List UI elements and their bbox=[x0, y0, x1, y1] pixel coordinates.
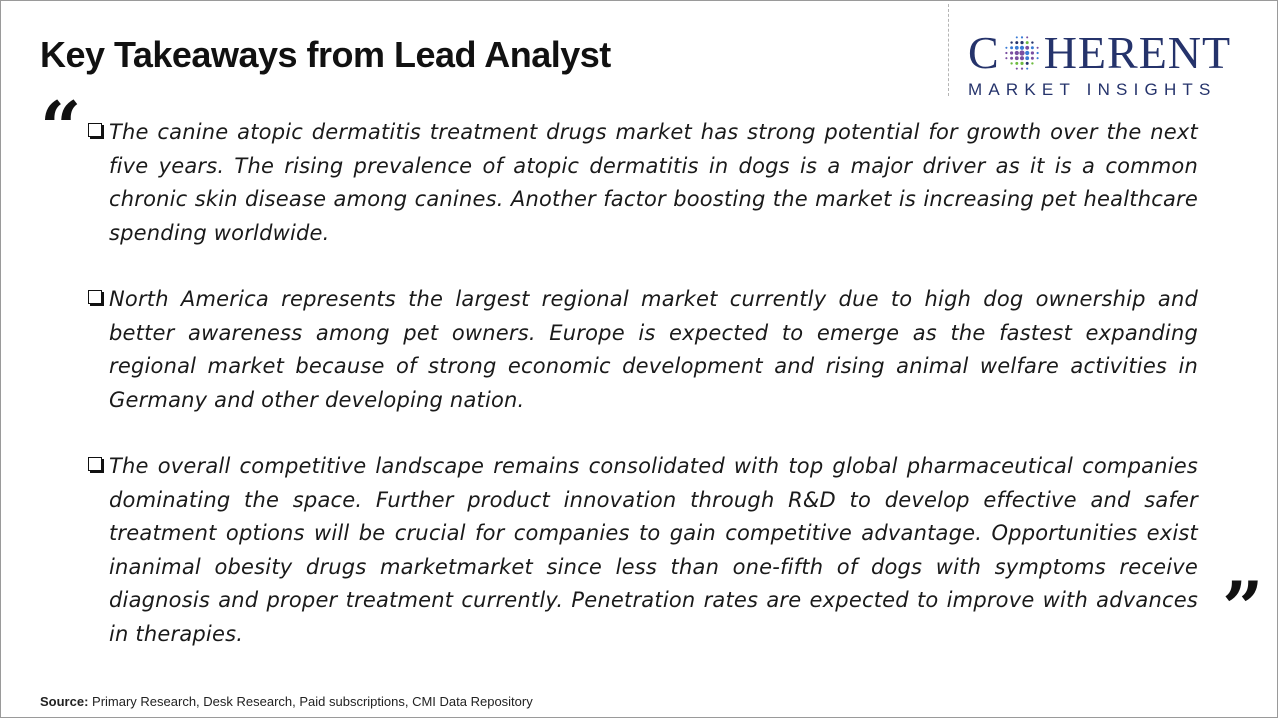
takeaways-list bbox=[86, 116, 1198, 684]
takeaway-text: North America represents the largest regional market currently due to high dog ownership and better awareness among pet owners. Europe is expected to emerge as the fastest expanding regional market because of strong economic development and rising animal welfare activities in Germany and other developing nation. bbox=[109, 287, 1198, 412]
globe-dot bbox=[1015, 46, 1019, 50]
open-quote-icon: “ bbox=[40, 85, 82, 170]
globe-dot bbox=[1025, 46, 1029, 50]
globe-dot bbox=[1015, 62, 1018, 65]
checkbox-bullet-icon bbox=[88, 290, 102, 304]
globe-dot bbox=[1031, 41, 1033, 43]
globe-dot bbox=[1010, 41, 1012, 43]
globe-dot bbox=[1005, 47, 1007, 49]
takeaway-item bbox=[86, 116, 1198, 250]
globe-dot bbox=[1021, 36, 1023, 38]
globe-dot bbox=[1020, 62, 1023, 65]
company-logo bbox=[968, 27, 1260, 100]
logo-wordmark bbox=[968, 27, 1260, 78]
header-divider bbox=[948, 4, 949, 96]
globe-dot bbox=[1010, 62, 1012, 64]
checkbox-bullet-icon bbox=[88, 123, 102, 137]
globe-dot bbox=[1015, 56, 1019, 60]
takeaway-text: The overall competitive landscape remains consolidated with top global pharmaceutical companies dominating the space. Further product innovation through R&D to develop effective and safer treatment options will be crucial for companies to gain competitive advantage. Opportunities exist inanimal obesity drugs marketmarket since less than one-fifth of dogs with symptoms receive diagnosis and proper treatment currently. Penetration rates are expected to improve with advances in therapies. bbox=[109, 454, 1198, 646]
globe-dot bbox=[1015, 36, 1017, 38]
logo-letter-c: C bbox=[968, 27, 1000, 78]
globe-dot bbox=[1031, 57, 1034, 60]
globe-dot bbox=[1026, 36, 1028, 38]
source-label: Source: bbox=[40, 694, 89, 709]
takeaway-item bbox=[86, 283, 1198, 417]
takeaway-text: The canine atopic dermatitis treatment drugs market has strong potential for growth over the next five years. The rising prevalence of atopic dermatitis in dogs is a major driver as it is a common chronic skin disease among canines. Another factor boosting the market is increasing pet healthcare spending worldwide. bbox=[109, 120, 1198, 245]
globe-dot bbox=[1025, 41, 1028, 44]
globe-dot bbox=[1026, 68, 1028, 70]
globe-dot bbox=[1036, 57, 1038, 59]
slide-title: Key Takeaways from Lead Analyst bbox=[40, 34, 611, 75]
globe-dot bbox=[1031, 46, 1034, 49]
globe-dot bbox=[1005, 57, 1007, 59]
globe-dot bbox=[1015, 68, 1017, 70]
globe-dot bbox=[1010, 57, 1013, 60]
close-quote-icon: ” bbox=[1222, 565, 1264, 650]
globe-dot bbox=[1010, 46, 1013, 49]
globe-dot bbox=[1005, 52, 1007, 54]
globe-dot bbox=[1030, 51, 1033, 54]
globe-dot bbox=[1015, 41, 1018, 44]
globe-dot bbox=[1036, 52, 1038, 54]
globe-dot bbox=[1025, 62, 1028, 65]
globe-dot bbox=[1036, 47, 1038, 49]
globe-dot bbox=[1010, 51, 1013, 54]
globe-dot bbox=[1025, 56, 1029, 60]
takeaway-item bbox=[86, 450, 1198, 651]
globe-dot bbox=[1025, 51, 1029, 55]
globe-dot bbox=[1020, 41, 1023, 44]
dotted-globe-icon bbox=[1002, 33, 1042, 73]
logo-tagline: MARKET INSIGHTS bbox=[968, 80, 1217, 99]
globe-dot bbox=[1014, 51, 1018, 55]
globe-dot bbox=[1021, 67, 1023, 69]
source-note bbox=[40, 694, 533, 709]
source-text: Primary Research, Desk Research, Paid subscriptions, CMI Data Repository bbox=[88, 694, 533, 709]
globe-dot bbox=[1031, 62, 1033, 64]
globe-dot bbox=[1019, 50, 1024, 55]
globe-dot bbox=[1020, 56, 1024, 60]
logo-letters-herent: HERENT bbox=[1043, 27, 1232, 78]
checkbox-bullet-icon bbox=[88, 457, 102, 471]
globe-dot bbox=[1020, 46, 1024, 50]
